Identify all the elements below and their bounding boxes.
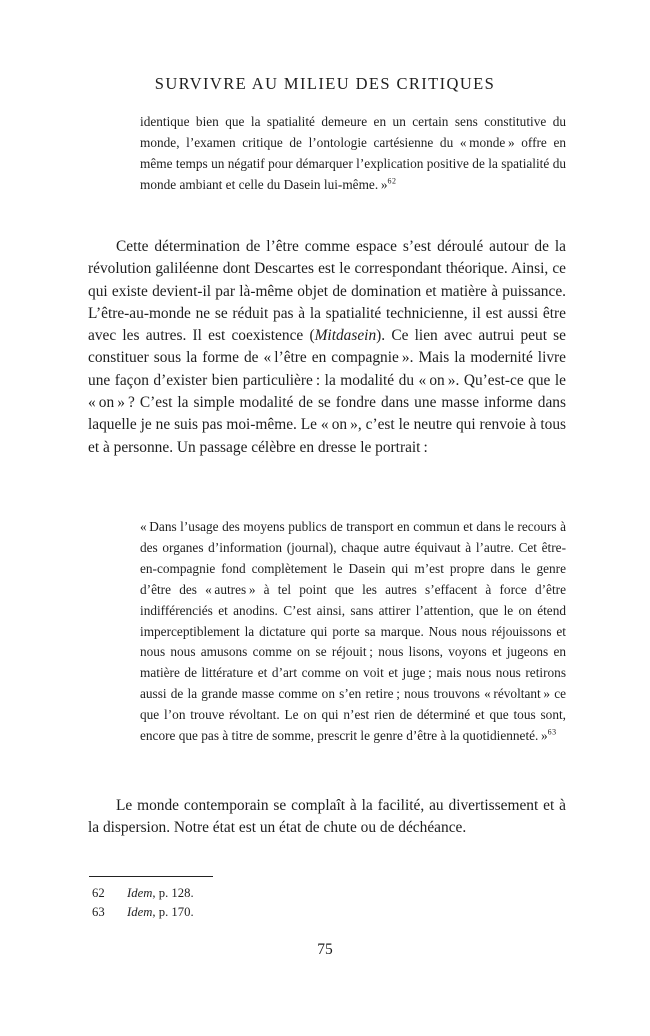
footnote-62-detail: , p. 128. [152, 886, 194, 900]
footnote-separator-rule [89, 876, 213, 877]
blockquote-le-on-text: « Dans l’usage des moyens publics de transport en commun et dans le recours à des organes d’information (journal), chaque autre équivaut à l’autre. Cet être-en-compagnie fond complètement le Dasein qui m’est propre dans le genre d’être des « autres » à tel point que les autres s’effacent à force d’être indifférenciés et anodins. C’est ainsi, sans attirer l’attention, que le on étend imperceptiblement la dictature qui porte sa marque. Nous nous réjouissons et nous nous amusons comme on se réjouit ; nous lisons, voyons et jugeons en matière de littérature et d’art comme on voit et juge ; mais nous nous retirons aussi de la grande masse comme on s’en retire ; nous trouvons « révoltant » ce que l’on trouve révoltant. Le on qui n’est rien de déterminé et que tous sont, encore que pas à titre de somme, prescrit le genre d’être à la quotidienneté. » [140, 519, 566, 744]
paragraph-determination-text-end: ). Ce lien avec autrui peut se constituer sous la forme de « l’être en compagnie ». Mais la modernité livre une façon d’exister bien particulière : la modalité du « on ». Qu’est-ce que le « on » ? C’est la simple modalité de se fondre dans une masse informe dans laquelle je ne suis pas moi-même. Le « on », c’est le neutre qui renvoie à tous et à personne. Un passage célèbre en dresse le portrait : [88, 327, 567, 456]
running-header: SURVIVRE AU MILIEU DES CRITIQUES [154, 74, 496, 93]
footnote-62-source: Idem [127, 886, 153, 900]
footnote-63 [92, 904, 392, 921]
italic-term-mitdasein: Mitdasein [314, 327, 377, 345]
footnote-62 [92, 885, 392, 902]
paragraph-determination-text-start: Cette détermination de l’être comme espace s’est déroulé autour de la révolution galiléenne dont Descartes est le correspondant théorique. Ainsi, ce qui existe devient-il par là-même objet de domination et matière à puissance. L’être-au-monde ne se réduit pas à la spatialité technicienne, il est aussi être avec les autres. Il est coexistence ( [88, 238, 566, 345]
footnote-63-number: 63 [92, 905, 105, 919]
paragraph-monde-contemporain: Le monde contemporain se complaît à la facilité, au divertissement et à la dispersion. Notre état est un état de chute ou de déchéance. [88, 797, 566, 837]
footnote-63-source: Idem [127, 905, 153, 919]
page-number: 75 [317, 941, 333, 958]
blockquote-spatiality [140, 112, 566, 196]
blockquote-spatiality-text: identique bien que la spatialité demeure en un certain sens constitutive du monde, l’examen critique de l’ontologie cartésienne du « monde » offre en même temps un négatif pour démarquer l’explication positive de la spatialité du monde ambiant et celle du Dasein lui-même. » [140, 114, 566, 192]
footnote-63-detail: , p. 170. [152, 905, 194, 919]
blockquote-le-on [140, 517, 566, 747]
footnote-ref-63: 63 [547, 727, 557, 737]
paragraph-determination [88, 236, 566, 459]
footnote-ref-62: 62 [387, 176, 397, 186]
footnote-62-number: 62 [92, 886, 105, 900]
